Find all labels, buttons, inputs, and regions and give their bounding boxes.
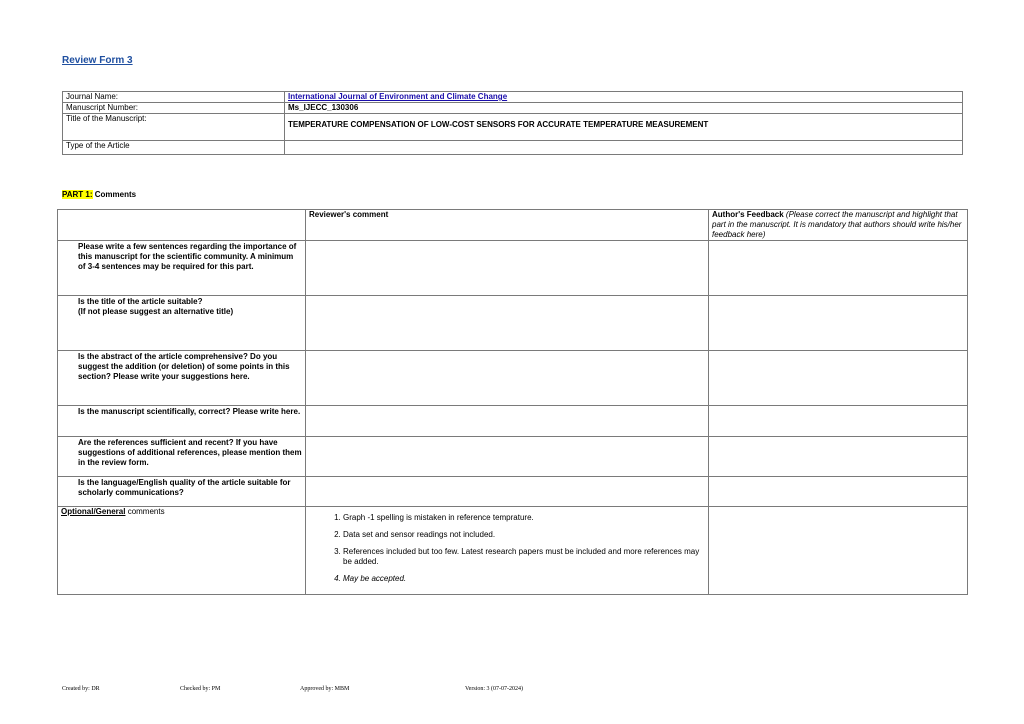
manuscript-title-value: TEMPERATURE COMPENSATION OF LOW-COST SENSORS FOR ACCURATE TEMPERATURE MEASUREMENT — [285, 114, 963, 141]
question-text: Is the manuscript scientifically, correct? Please write here. — [58, 406, 306, 437]
author-feedback-cell[interactable] — [709, 351, 968, 406]
general-comments-label — [58, 507, 306, 595]
question-text: Please write a few sentences regarding the importance of this manuscript for the scientific community. A minimum of 3-4 sentences may be required for this part. — [58, 241, 306, 296]
general-comment-item: 3. References included but too few. Latest research papers must be included and more references may be added. — [343, 547, 705, 567]
question-row — [58, 241, 968, 296]
part1-label-rest: Comments — [92, 190, 137, 199]
question-row — [58, 406, 968, 437]
footer-created-by: Created by: DR — [62, 686, 100, 692]
question-row — [58, 296, 968, 351]
author-feedback-cell[interactable] — [709, 507, 968, 595]
general-comments-cell[interactable] — [306, 507, 709, 595]
question-text: Is the title of the article suitable? (If not please suggest an alternative title) — [58, 296, 306, 351]
author-feedback-cell[interactable] — [709, 437, 968, 477]
manuscript-number-value: Ms_IJECC_130306 — [285, 103, 963, 114]
manuscript-number-label: Manuscript Number: — [63, 103, 285, 114]
article-type-row — [63, 141, 963, 155]
manuscript-info-table — [62, 91, 963, 155]
part1-label: PART 1: — [62, 190, 93, 199]
journal-row — [63, 92, 963, 103]
journal-label: Journal Name: — [63, 92, 285, 103]
author-feedback-cell[interactable] — [709, 406, 968, 437]
reviewer-comment-header: Reviewer's comment — [306, 210, 709, 241]
article-type-value — [285, 141, 963, 155]
reviewer-comment-cell[interactable] — [306, 351, 709, 406]
reviewer-comment-cell[interactable] — [306, 406, 709, 437]
author-feedback-cell[interactable] — [709, 477, 968, 507]
manuscript-title-row — [63, 114, 963, 141]
reviewer-comment-cell[interactable] — [306, 437, 709, 477]
optional-general-label: Optional/General — [61, 507, 126, 516]
footer-checked-by: Checked by: PM — [180, 686, 221, 692]
author-feedback-title: Author's Feedback — [712, 210, 784, 219]
question-text: Are the references sufficient and recent? If you have suggestions of additional references, please mention them in the review form. — [58, 437, 306, 477]
general-comment-item: 1. Graph -1 spelling is mistaken in reference temprature. — [343, 513, 705, 523]
article-type-label: Type of the Article — [63, 141, 285, 155]
form-title: Review Form 3 — [62, 55, 133, 66]
header-empty-cell — [58, 210, 306, 241]
general-comments-list — [309, 513, 705, 584]
comments-table — [57, 209, 968, 595]
journal-link[interactable]: International Journal of Environment and Climate Change — [288, 92, 508, 101]
author-feedback-note: (Please correct the manuscript and highlight that part in the manuscript. It is mandatory that authors should write his/her feedback here) — [712, 210, 962, 239]
manuscript-title-label: Title of the Manuscript: — [63, 114, 285, 141]
general-comment-item: 4. May be accepted. — [343, 574, 705, 584]
question-row — [58, 477, 968, 507]
reviewer-comment-cell[interactable] — [306, 477, 709, 507]
author-feedback-cell[interactable] — [709, 241, 968, 296]
reviewer-comment-cell[interactable] — [306, 241, 709, 296]
question-row — [58, 437, 968, 477]
footer-approved-by: Approved by: MBM — [300, 686, 350, 692]
general-comments-row — [58, 507, 968, 595]
question-text: Is the language/English quality of the article suitable for scholarly communications? — [58, 477, 306, 507]
author-feedback-header — [709, 210, 968, 241]
author-feedback-cell[interactable] — [709, 296, 968, 351]
comments-header-row — [58, 210, 968, 241]
question-text: Is the abstract of the article comprehensive? Do you suggest the addition (or deletion) of some points in this section? Please write your suggestions here. — [58, 351, 306, 406]
manuscript-number-row — [63, 103, 963, 114]
reviewer-comment-cell[interactable] — [306, 296, 709, 351]
part1-heading — [62, 190, 136, 199]
general-comment-item: 2. Data set and sensor readings not included. — [343, 530, 705, 540]
comments-label: comments — [125, 507, 165, 516]
question-row — [58, 351, 968, 406]
footer-version: Version: 3 (07-07-2024) — [465, 686, 523, 692]
